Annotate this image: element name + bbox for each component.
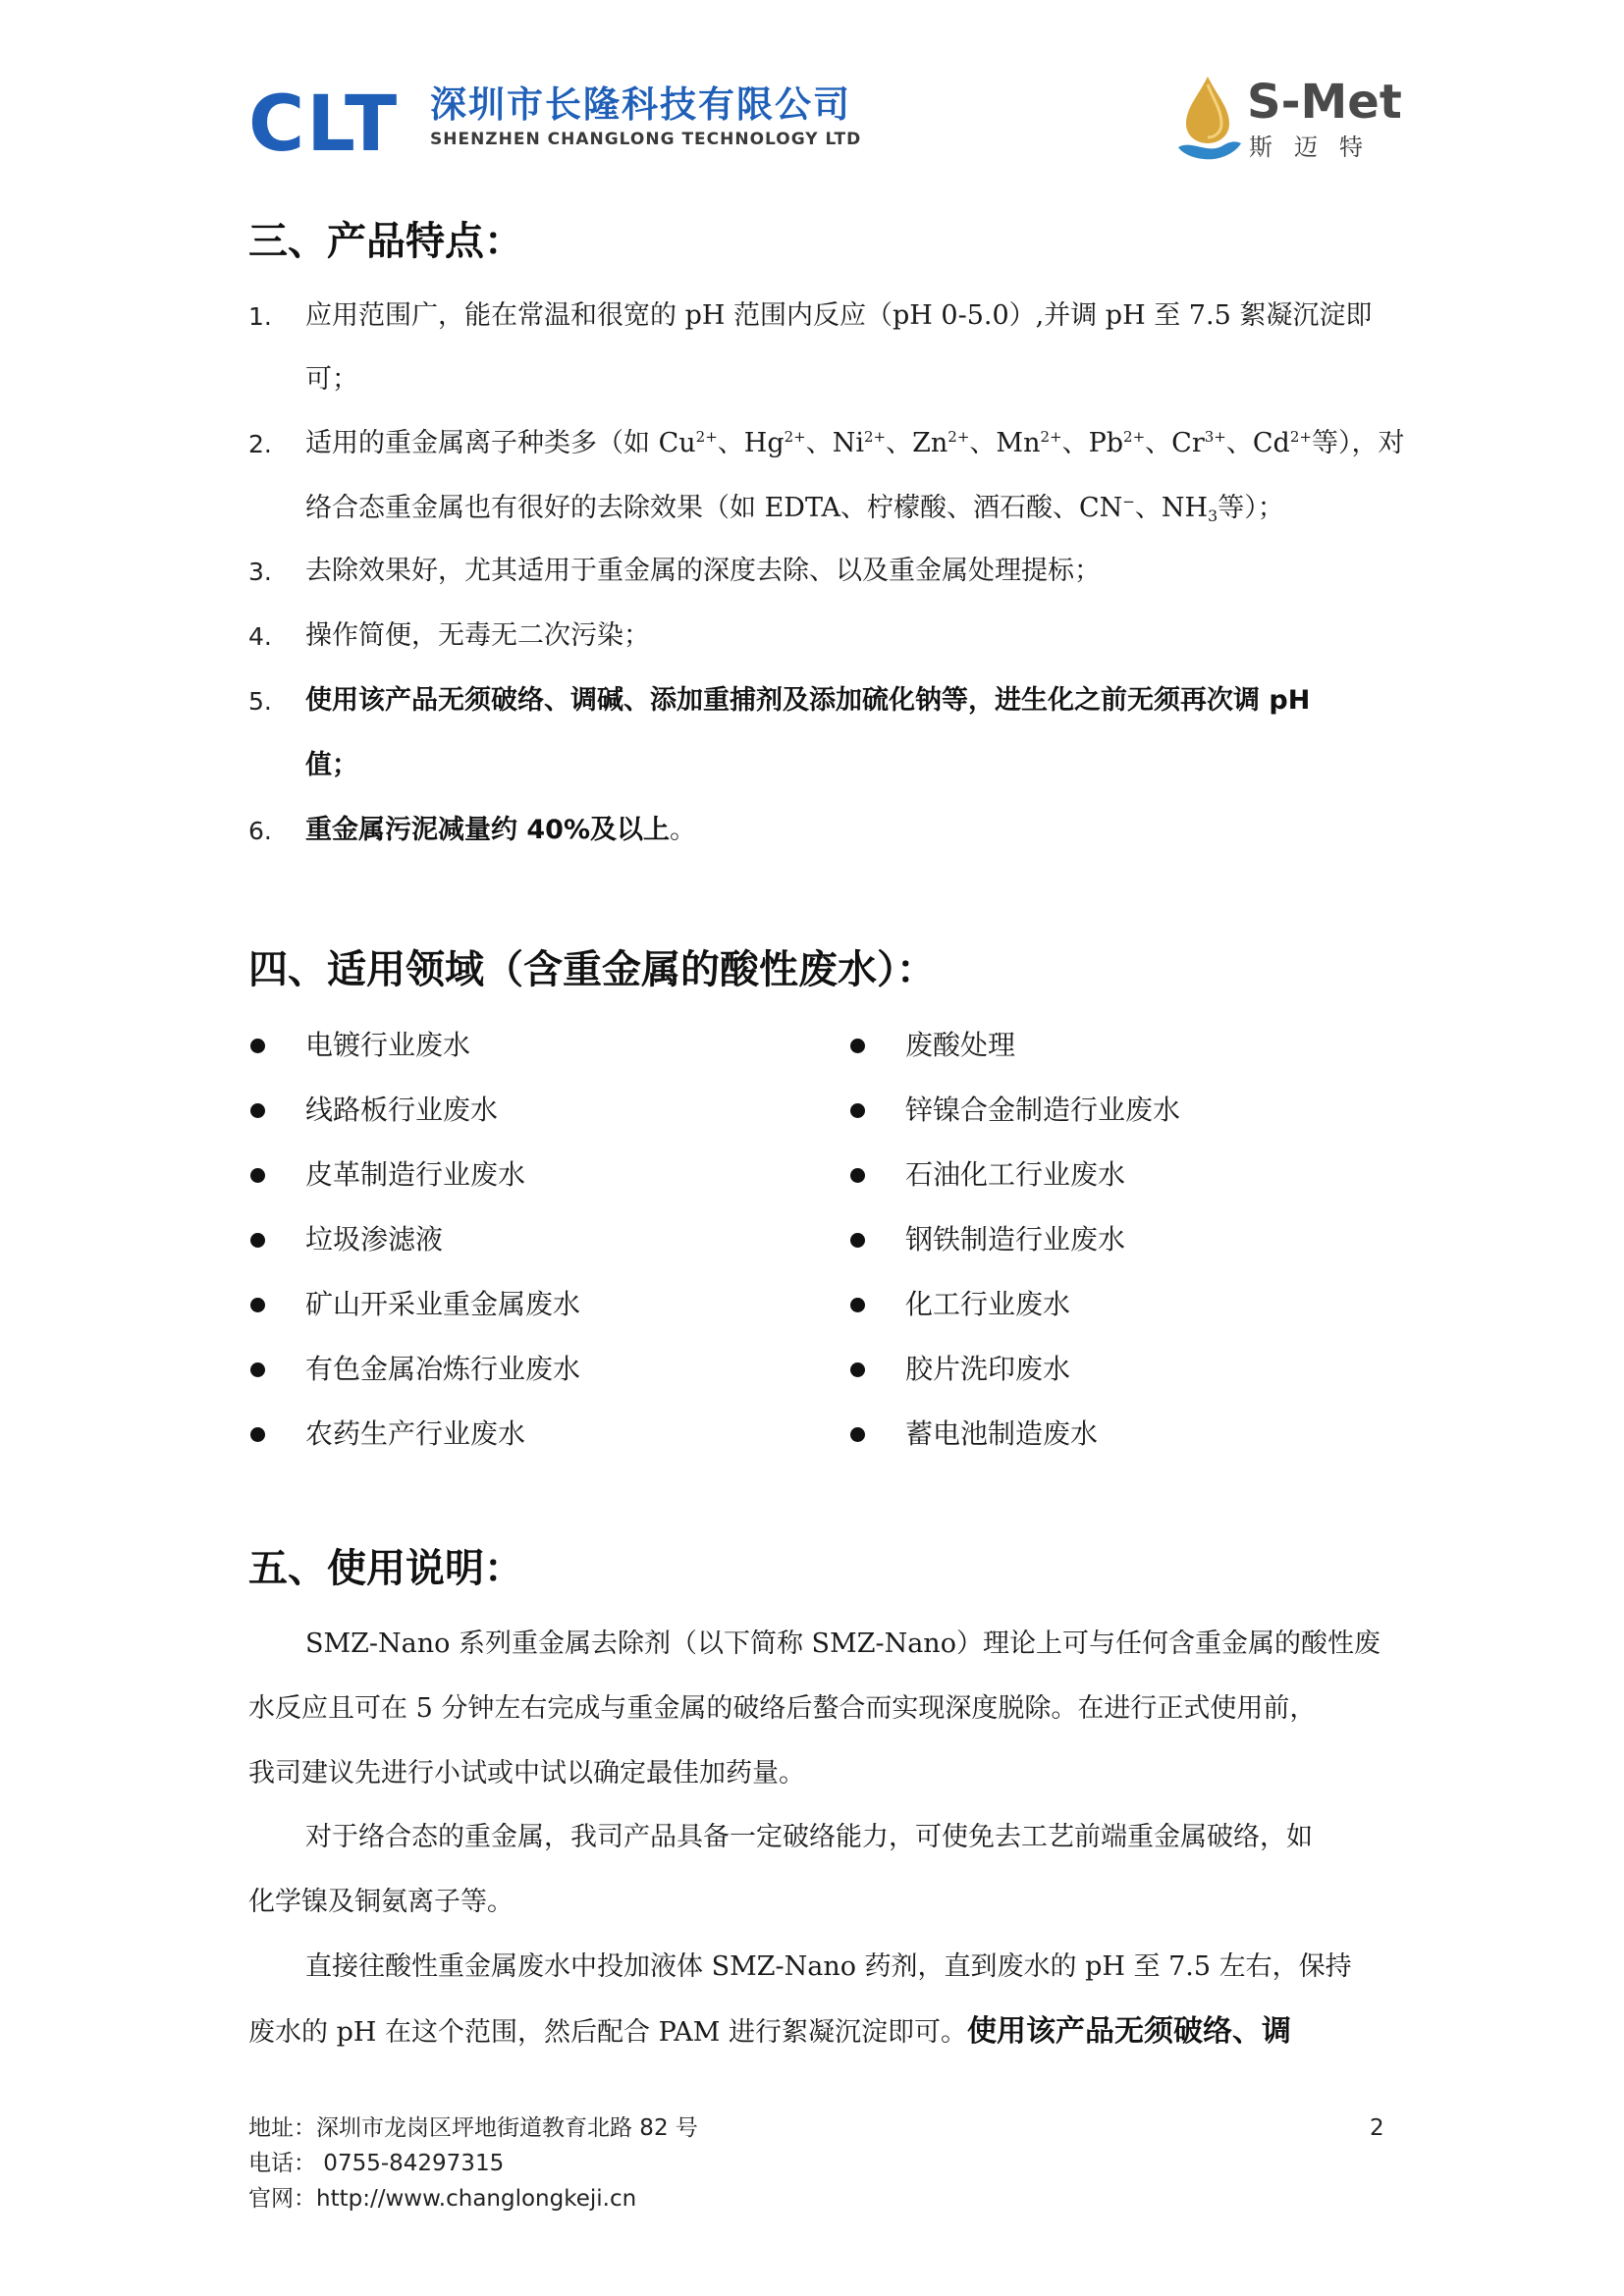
section4-title: 四、适用领域（含重金属的酸性废水）：	[248, 947, 936, 992]
paragraph-line: 化学镍及铜氨离子等。	[248, 1887, 514, 1917]
bullet-icon	[850, 1103, 865, 1118]
item-2-line2: 络合态重金属也有很好的去除效果（如 EDTA、柠檬酸、酒石酸、CN−、$NH_3$等）；	[305, 493, 1284, 525]
paragraph-line: 水反应且可在 5 分钟左右完成与重金属的破络后螯合而实现深度脱除。在进行正式使用前，	[248, 1693, 1317, 1724]
item-number: 4.	[248, 622, 272, 651]
paragraph-line: 废水的 pH 在这个范围，然后配合 PAM 进行絮凝沉淀即可。使用该产品无须破络、调	[248, 2014, 1291, 2049]
item-number: 3.	[248, 558, 272, 586]
clt-logo: CLT	[248, 80, 400, 169]
company-name-en: SHENZHEN CHANGLONG TECHNOLOGY LTD	[430, 130, 862, 149]
bullet-icon	[850, 1362, 865, 1377]
item-1-line1: 应用范围广，能在常温和很宽的 pH 范围内反应（pH 0-5.0）,并调 pH 至 7.5 絮凝沉淀即	[305, 300, 1373, 331]
item-2-line1: 适用的重金属离子种类多（如 $Cu^{2+}$、$Hg^{2+}$、$Ni^{2+}$、$Zn^{2+}$、$Mn^{2+}$、$Pb^{2+}$、$Cr^{3+}$、$Cd^{2+}$等），对	[305, 428, 1405, 458]
item-4-line1: 操作简便，无毒无二次污染；	[305, 620, 650, 651]
item-5-line2: 值；	[305, 750, 358, 780]
item-number: 6.	[248, 817, 272, 845]
bullet-icon	[250, 1427, 265, 1442]
list-item: 胶片洗印废水	[905, 1353, 1071, 1385]
section5-title: 五、使用说明：	[248, 1546, 523, 1591]
bullet-icon	[250, 1168, 265, 1183]
list-item: 锌镍合金制造行业废水	[905, 1094, 1181, 1126]
bullet-icon	[850, 1039, 865, 1053]
smet-brand-cn: 斯迈特	[1249, 133, 1384, 161]
list-item: 钢铁制造行业废水	[905, 1223, 1126, 1255]
list-item: 线路板行业废水	[305, 1094, 499, 1126]
list-item: 化工行业废水	[905, 1288, 1071, 1320]
company-name-cn: 深圳市长隆科技有限公司	[430, 83, 851, 126]
paragraph-line: 直接往酸性重金属废水中投加液体 SMZ-Nano 药剂，直到废水的 pH 至 7.5 左右，保持	[305, 1951, 1352, 1982]
item-5-line1: 使用该产品无须破络、调碱、添加重捕剂及添加硫化钠等，进生化之前无须再次调 pH	[305, 685, 1311, 716]
footer-address: 地址：深圳市龙岗区坪地街道教育北路 82 号	[248, 2115, 698, 2141]
bullet-icon	[850, 1298, 865, 1312]
bullet-icon	[850, 1168, 865, 1183]
bullet-icon	[250, 1103, 265, 1118]
smet-drop-logo-icon	[1174, 75, 1243, 163]
page-number: 2	[1370, 2115, 1384, 2141]
section3-title: 三、产品特点：	[248, 219, 523, 264]
list-item: 皮革制造行业废水	[305, 1158, 526, 1191]
bullet-icon	[250, 1298, 265, 1312]
footer-phone: 电话： 0755-84297315	[248, 2151, 505, 2176]
paragraph-line: 对于络合态的重金属，我司产品具备一定破络能力，可使免去工艺前端重金属破络，如	[305, 1822, 1313, 1852]
bullet-icon	[250, 1362, 265, 1377]
page-header	[0, 0, 1624, 196]
item-6-line1: 重金属污泥减量约 40%及以上。	[305, 815, 697, 845]
bullet-icon	[250, 1039, 265, 1053]
list-item: 垃圾渗滤液	[305, 1223, 444, 1255]
list-item: 废酸处理	[905, 1029, 1016, 1061]
item-number: 1.	[248, 302, 272, 331]
smet-brand-name: S-Met	[1247, 75, 1402, 130]
item-3-line1: 去除效果好，尤其适用于重金属的深度去除、以及重金属处理提标；	[305, 556, 1101, 586]
list-item: 石油化工行业废水	[905, 1158, 1126, 1191]
paragraph-line: SMZ-Nano 系列重金属去除剂（以下简称 SMZ-Nano）理论上可与任何含重金属的酸性废	[305, 1629, 1380, 1659]
list-item: 电镀行业废水	[305, 1029, 471, 1061]
bullet-icon	[850, 1427, 865, 1442]
list-item: 农药生产行业废水	[305, 1417, 526, 1450]
paragraph-line: 我司建议先进行小试或中试以确定最佳加药量。	[248, 1758, 805, 1789]
item-number: 5.	[248, 687, 272, 716]
footer-website[interactable]: 官网：http://www.changlongkeji.cn	[248, 2186, 637, 2212]
bullet-icon	[250, 1233, 265, 1248]
list-item: 矿山开采业重金属废水	[305, 1288, 581, 1320]
item-number: 2.	[248, 430, 272, 458]
bullet-icon	[850, 1233, 865, 1248]
item-1-line2: 可；	[305, 364, 358, 395]
list-item: 有色金属冶炼行业废水	[305, 1353, 581, 1385]
list-item: 蓄电池制造废水	[905, 1417, 1099, 1450]
